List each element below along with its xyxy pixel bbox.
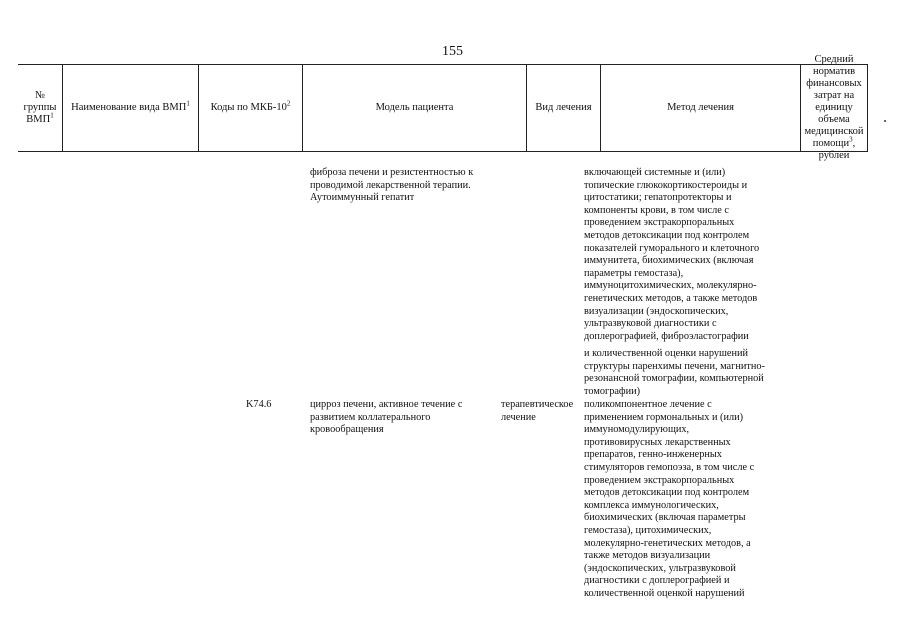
- header-average-cost-text: Средний норматив финансовых затрат на единицу объема медицинской помощи: [804, 54, 864, 149]
- stray-dot: [884, 120, 886, 122]
- row1-patient-model: фиброза печени и резистентностью к проводимой лекарственной терапии. Аутоиммунный гепатит: [310, 167, 474, 204]
- header-treatment-method-text: Метод лечения: [667, 102, 734, 113]
- table-header: [18, 54, 868, 161]
- row2-icd-code: K74.6: [246, 399, 272, 410]
- header-treatment-method: [600, 65, 800, 151]
- row2-method: поликомпонентное лечение с применением гормональных и (или) иммуномодулирующих, противовирусных лекарственных препаратов, генно-инженерных стимуляторов гемопоэза, в том числе с проведением экстракорпоральных методов детоксикации под контролем комплекса иммунологических, биохимических (включая параметры гемостаза), цитохимических, молекулярно-генетических методов, а также методов визуализации (эндоскопических, ультразвуковой диагностики с доплерографией и количественной оценкой нарушений: [584, 399, 755, 599]
- header-patient-model-text: Модель пациента: [375, 102, 454, 113]
- footnote-mark: 1: [50, 111, 54, 120]
- row1-method-part2: и количественной оценки нарушений структуры паренхимы печени, магнитно- резонансной томографии, компьютерной томографии): [584, 348, 765, 397]
- footnote-mark: 1: [186, 99, 190, 108]
- header-group-number: [18, 65, 62, 151]
- header-treatment-type-text: Вид лечения: [535, 102, 592, 113]
- row2-treatment-type: терапевтическое лечение: [501, 399, 574, 423]
- header-vmp-name: [62, 65, 198, 151]
- header-average-cost: [800, 54, 868, 161]
- row1-method-part1: включающей системные и (или) топические глюкокортикостероиды и цитостатики; гепатопротекторы и компоненты крови, в том числе с проведением экстракорпоральных методов детоксикации под контролем показателей гуморального и клеточного иммунитета, биохимических (включая параметры гемостаза), иммуноцитохимических, молекулярно- генетических методов, а также методов визуализации (эндоскопических, ультразвуковой диагностики с доплерографией, фиброэластографии: [584, 167, 760, 342]
- header-icd-codes: [198, 65, 302, 151]
- footnote-mark: 2: [286, 99, 291, 108]
- header-treatment-type: [526, 65, 600, 151]
- header-vmp-name-text: Наименование вида ВМП: [71, 102, 187, 113]
- header-patient-model: [302, 65, 526, 151]
- header-icd-codes-text: Коды по МКБ-10: [210, 102, 287, 113]
- row2-patient-model: цирроз печени, активное течение с развитием коллатерального кровообращения: [310, 399, 463, 436]
- header-group-number-text: № группы ВМП: [23, 90, 57, 125]
- page-number: 155: [442, 44, 463, 59]
- footnote-mark: 3: [849, 135, 853, 144]
- header-average-cost-unit: , рублей: [818, 138, 856, 161]
